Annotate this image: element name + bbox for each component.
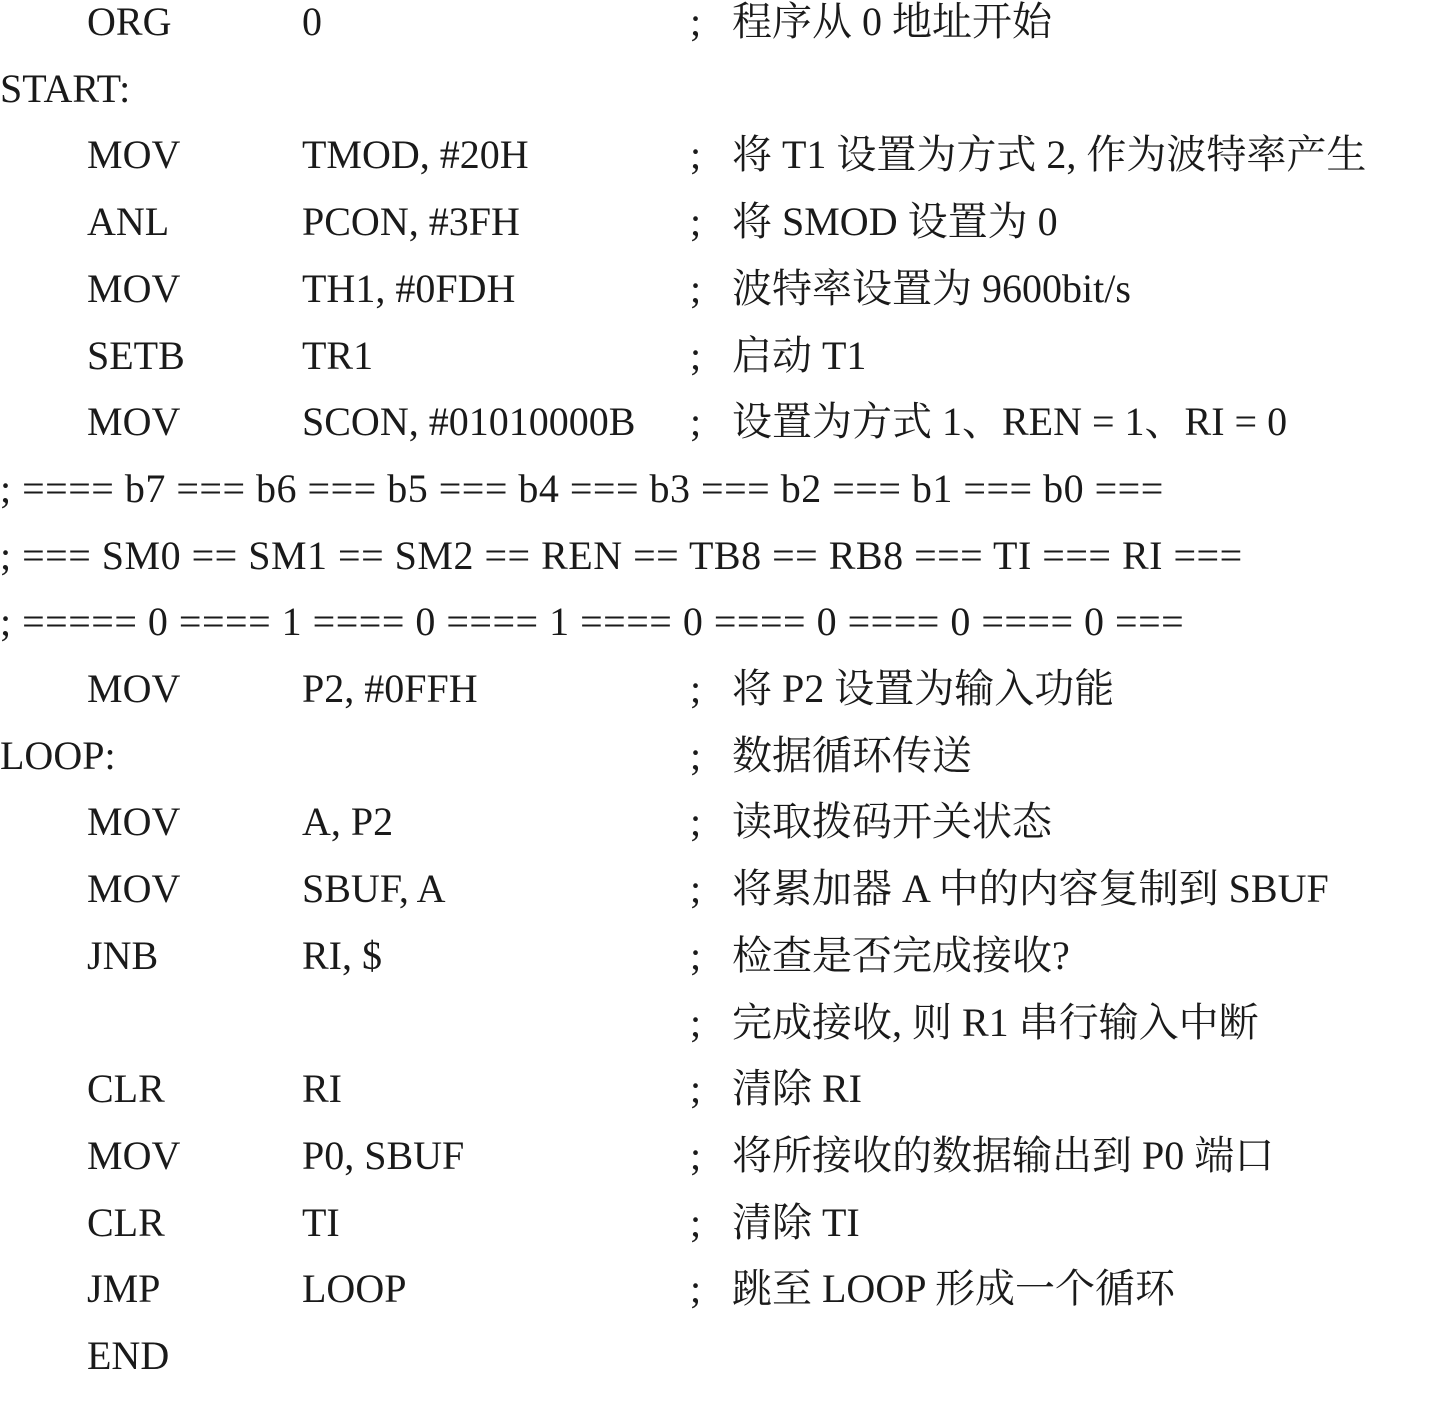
instruction-mnemonic: MOV bbox=[87, 132, 181, 177]
instruction-mnemonic: JNB bbox=[87, 933, 159, 978]
code-line bbox=[0, 1133, 1441, 1202]
comment-delimiter: ; bbox=[690, 1000, 702, 1045]
comment-delimiter: ; bbox=[690, 666, 702, 711]
code-comment: 波特率设置为 9600bit/s bbox=[732, 266, 1131, 311]
comment-delimiter: ; bbox=[690, 799, 702, 844]
comment-delimiter: ; bbox=[690, 1066, 702, 1111]
instruction-mnemonic: SETB bbox=[87, 333, 185, 378]
instruction-operand: PCON, #3FH bbox=[302, 199, 520, 244]
code-comment: 将 SMOD 设置为 0 bbox=[732, 199, 1058, 244]
register-bit-comment: ; ===== 0 ==== 1 ==== 0 ==== 1 ==== 0 ==== 0 ==== 0 ==== 0 === bbox=[0, 599, 1185, 644]
code-comment: 启动 T1 bbox=[732, 333, 867, 378]
instruction-operand: P2, #0FFH bbox=[302, 666, 478, 711]
code-comment: 检查是否完成接收? bbox=[732, 933, 1070, 978]
comment-delimiter: ; bbox=[690, 266, 702, 311]
comment-delimiter: ; bbox=[690, 1133, 702, 1178]
comment-delimiter: ; bbox=[690, 399, 702, 444]
code-line bbox=[0, 466, 1441, 535]
code-comment: 数据循环传送 bbox=[732, 733, 972, 778]
comment-delimiter: ; bbox=[690, 199, 702, 244]
code-comment: 清除 RI bbox=[732, 1066, 862, 1111]
instruction-operand: RI bbox=[302, 1066, 342, 1111]
instruction-operand: 0 bbox=[302, 0, 322, 44]
instruction-mnemonic: MOV bbox=[87, 399, 181, 444]
instruction-mnemonic: MOV bbox=[87, 266, 181, 311]
comment-delimiter: ; bbox=[690, 933, 702, 978]
instruction-operand: RI, $ bbox=[302, 933, 382, 978]
instruction-mnemonic: ORG bbox=[87, 0, 172, 44]
instruction-mnemonic: CLR bbox=[87, 1066, 165, 1111]
code-line bbox=[0, 733, 1441, 802]
code-label: LOOP: bbox=[0, 733, 116, 778]
instruction-mnemonic: CLR bbox=[87, 1200, 165, 1245]
code-line bbox=[0, 799, 1441, 868]
code-line bbox=[0, 266, 1441, 335]
instruction-mnemonic: MOV bbox=[87, 666, 181, 711]
code-line bbox=[0, 1333, 1441, 1402]
comment-delimiter: ; bbox=[690, 132, 702, 177]
code-comment: 清除 TI bbox=[732, 1200, 860, 1245]
instruction-operand: SCON, #01010000B bbox=[302, 399, 636, 444]
code-line bbox=[0, 933, 1441, 1002]
instruction-mnemonic: ANL bbox=[87, 199, 170, 244]
code-line bbox=[0, 132, 1441, 201]
code-line bbox=[0, 666, 1441, 735]
code-line bbox=[0, 199, 1441, 268]
code-line bbox=[0, 399, 1441, 468]
instruction-operand: SBUF, A bbox=[302, 866, 446, 911]
comment-delimiter: ; bbox=[690, 866, 702, 911]
comment-delimiter: ; bbox=[690, 1266, 702, 1311]
comment-delimiter: ; bbox=[690, 1200, 702, 1245]
comment-delimiter: ; bbox=[690, 333, 702, 378]
code-line bbox=[0, 866, 1441, 935]
code-comment: 将所接收的数据输出到 P0 端口 bbox=[732, 1133, 1275, 1178]
code-line bbox=[0, 1000, 1441, 1069]
instruction-operand: A, P2 bbox=[302, 799, 394, 844]
code-comment: 读取拨码开关状态 bbox=[732, 799, 1052, 844]
code-comment: 将累加器 A 中的内容复制到 SBUF bbox=[732, 866, 1329, 911]
instruction-operand: TR1 bbox=[302, 333, 374, 378]
instruction-mnemonic: MOV bbox=[87, 866, 181, 911]
code-line bbox=[0, 66, 1441, 135]
code-line bbox=[0, 599, 1441, 668]
code-comment: 跳至 LOOP 形成一个循环 bbox=[732, 1266, 1175, 1311]
comment-delimiter: ; bbox=[690, 0, 702, 44]
instruction-operand: TI bbox=[302, 1200, 340, 1245]
code-comment: 完成接收, 则 R1 串行输入中断 bbox=[732, 1000, 1259, 1045]
code-line bbox=[0, 1266, 1441, 1335]
register-bit-comment: ; ==== b7 === b6 === b5 === b4 === b3 === b2 === b1 === b0 === bbox=[0, 466, 1164, 511]
instruction-mnemonic: MOV bbox=[87, 1133, 181, 1178]
code-line bbox=[0, 1200, 1441, 1269]
code-line bbox=[0, 2, 1441, 68]
register-bit-comment: ; === SM0 == SM1 == SM2 == REN == TB8 == RB8 === TI === RI === bbox=[0, 533, 1243, 578]
instruction-operand: TH1, #0FDH bbox=[302, 266, 516, 311]
comment-delimiter: ; bbox=[690, 733, 702, 778]
code-comment: 程序从 0 地址开始 bbox=[732, 0, 1052, 44]
instruction-operand: P0, SBUF bbox=[302, 1133, 465, 1178]
code-comment: 设置为方式 1、REN = 1、RI = 0 bbox=[732, 399, 1288, 444]
code-comment: 将 T1 设置为方式 2, 作为波特率产生 bbox=[732, 132, 1367, 177]
code-line bbox=[0, 1066, 1441, 1135]
instruction-operand: LOOP bbox=[302, 1266, 407, 1311]
code-comment: 将 P2 设置为输入功能 bbox=[732, 666, 1115, 711]
code-line bbox=[0, 533, 1441, 602]
instruction-mnemonic: MOV bbox=[87, 799, 181, 844]
instruction-mnemonic: END bbox=[87, 1333, 170, 1378]
instruction-mnemonic: JMP bbox=[87, 1266, 161, 1311]
code-label: START: bbox=[0, 66, 131, 111]
code-line bbox=[0, 333, 1441, 402]
instruction-operand: TMOD, #20H bbox=[302, 132, 529, 177]
